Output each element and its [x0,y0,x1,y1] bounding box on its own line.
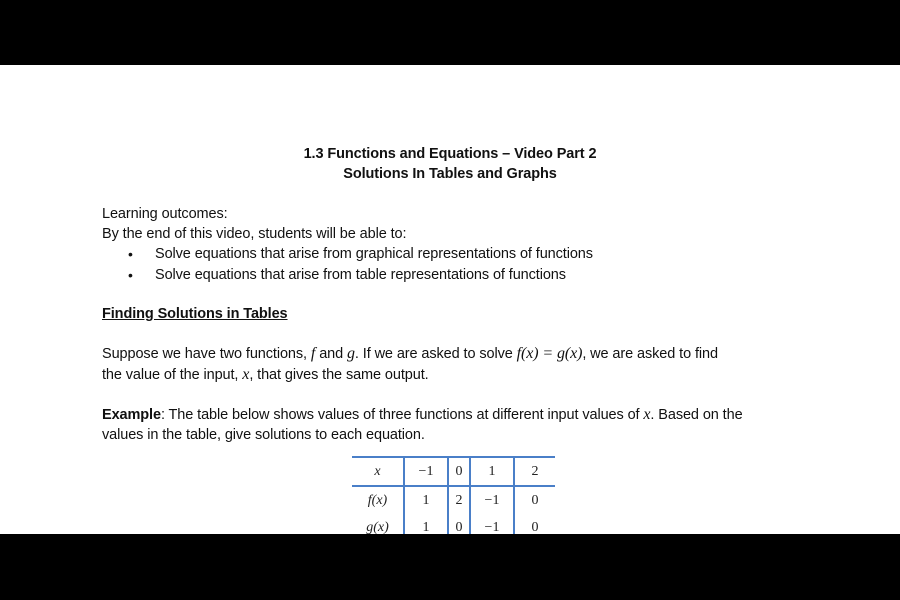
function-values-table [352,456,555,534]
math-g: g [347,345,355,362]
table-cell: 1 [404,514,448,534]
math-x: x [643,406,651,423]
math-x: x [242,366,250,383]
table-cell: g(x) [366,519,389,534]
text: : The table below shows values of three functions at different input values of [160,407,644,423]
outcome-item: Solve equations that arise from table representations of functions [155,267,566,283]
learning-outcomes-label: Learning outcomes: [102,206,228,222]
table-row [352,514,555,534]
example-line [102,406,743,424]
bullet-icon: • [128,267,133,283]
paragraph-line [102,345,718,363]
document-page [0,65,900,534]
table-header-cell: 1 [470,457,514,486]
text: . If we are asked to solve [354,346,517,362]
text: the value of the input, [102,367,243,383]
bullet-icon: • [128,246,133,262]
example-label: Example [102,407,161,423]
paragraph-line [102,366,429,384]
learning-outcomes-intro: By the end of this video, students will be able to: [102,226,407,242]
text: Suppose we have two functions, [102,346,311,362]
table-header-cell: x [352,457,404,486]
section-heading: Finding Solutions in Tables [102,306,288,322]
letterbox-bottom [0,534,900,600]
table-cell: f(x) [367,492,388,508]
table-row [352,486,555,514]
table-cell: 0 [514,486,555,514]
table-cell: 2 [448,486,470,514]
document-subtitle: Solutions In Tables and Graphs [343,166,557,182]
table-cell: 1 [404,486,448,514]
table-header-cell: −1 [404,457,448,486]
outcome-item: Solve equations that arise from graphical representations of functions [155,246,593,262]
text: and [315,346,348,362]
text: , that gives the same output. [249,367,429,383]
table-header-cell: 2 [514,457,555,486]
text: , we are asked to find [582,346,718,362]
table-cell: 0 [514,514,555,534]
table-header-cell: 0 [448,457,470,486]
math-equation: f(x) = g(x) [516,345,583,362]
letterbox-top [0,0,900,65]
table-cell: −1 [470,514,514,534]
math-f: f [310,345,316,362]
table-cell: −1 [470,486,514,514]
text: . Based on the [650,407,743,423]
document-title: 1.3 Functions and Equations – Video Part 2 [303,146,597,162]
example-line: values in the table, give solutions to each equation. [102,427,425,443]
table-cell: 0 [448,514,470,534]
table-header-row [352,457,555,486]
